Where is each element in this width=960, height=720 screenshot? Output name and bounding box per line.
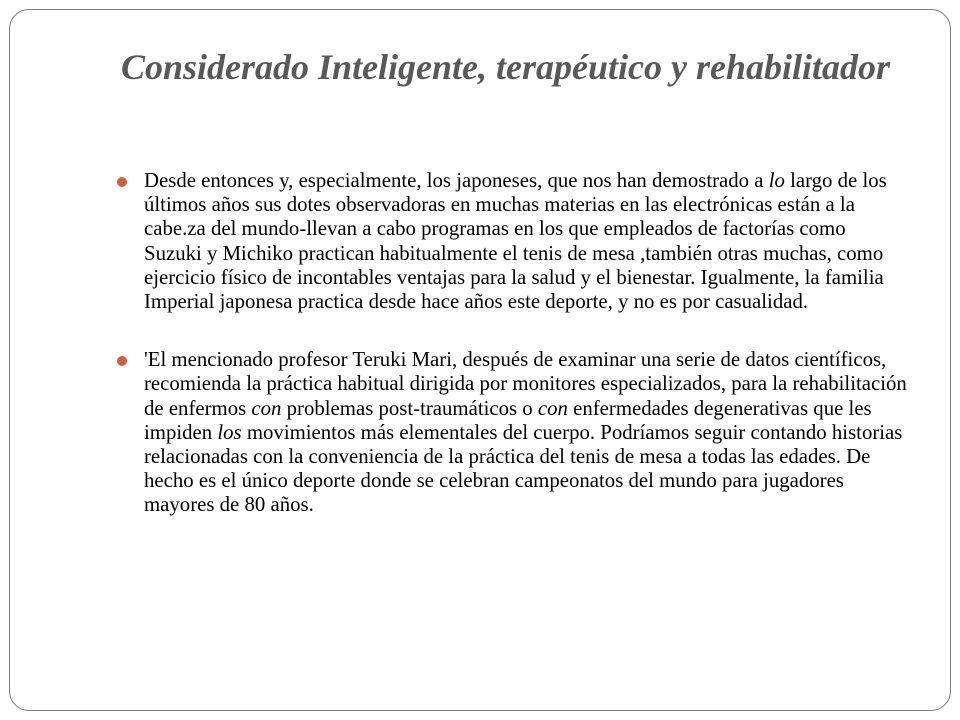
bullet-text-segment: movimientos más elementales del cuerpo. Podríamos seguir contando historias relacionadas con la conveniencia de la práctica del tenis de mesa a todas las edades. De hecho es el único deporte donde se celebran campeonatos del mundo para jugadores mayores de 80 años. <box>144 420 903 517</box>
bullet-item <box>117 348 907 517</box>
bullet-text-segment-italic: los <box>217 420 242 444</box>
bullet-text-segment: 'El mencionado profesor Teruki Mari, después de examinar una serie de datos científicos, recomienda la práctica habitual dirigida por monitores especializados, para la rehabilitación de enfermos <box>144 348 907 420</box>
bullet-text-segment-italic: con <box>251 396 282 420</box>
bullet-text-segment: largo de los últimos años sus dotes observadoras en muchas materias en las electrónicas están a la cabe.za del mundo-llevan a cabo programas en los que empleados de factorías como Suzuki y Michiko practican habitualmente el tenis de mesa ,también otras muchas, como ejercicio físico de incontables ventajas para la salud y el bienestar. Igualmente, la familia Imperial japonesa practica desde hace años este deporte, y no es por casualidad. <box>144 169 887 314</box>
bullet-item <box>117 169 907 314</box>
bullet-text-segment: problemas post-traumáticos o <box>281 396 538 420</box>
bullet-dot-icon <box>117 177 127 187</box>
bullet-text-segment: Desde entonces y, especialmente, los japoneses, que nos han demostrado a <box>144 169 769 192</box>
bullet-text-segment: enfermedades degenerativas que les impiden <box>144 396 872 444</box>
bullet-text-segment-italic: con <box>537 396 568 420</box>
slide <box>9 9 951 711</box>
bullet-dot-icon <box>117 356 127 366</box>
bullet-list <box>117 169 907 518</box>
bullet-text-segment-italic: lo <box>768 169 785 192</box>
slide-title: Considerado Inteligente, terapéutico y rehabilitador <box>121 47 891 87</box>
